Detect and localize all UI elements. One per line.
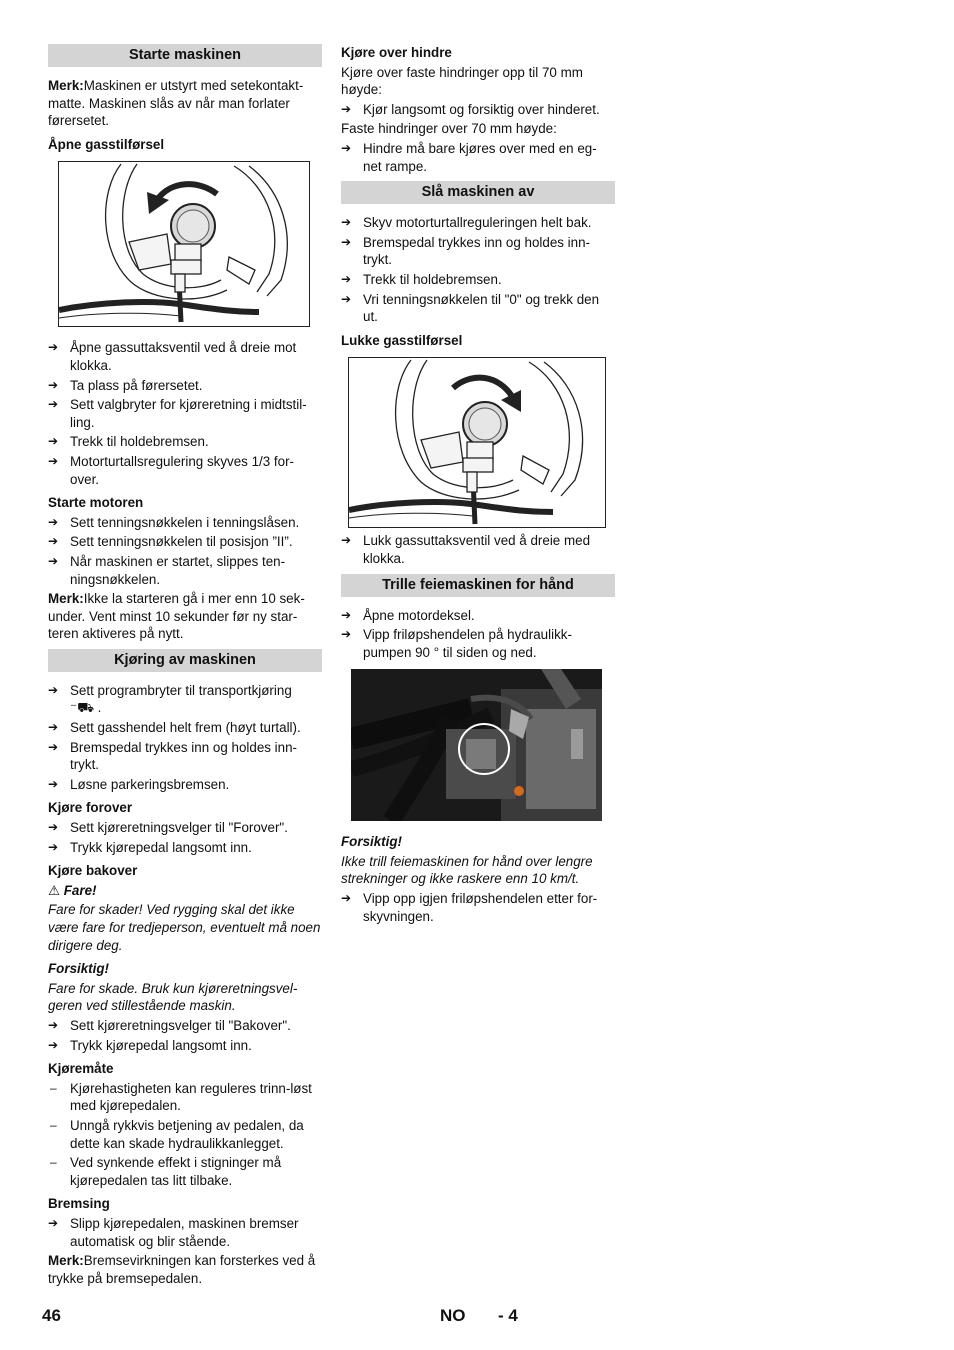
list-item: ➔ Trykk kjørepedal langsomt inn. xyxy=(48,1037,252,1053)
left-column xyxy=(48,44,322,1289)
obstacle-text: Faste hindringer over 70 mm høyde: xyxy=(341,121,557,137)
arrow-right-icon: ➔ xyxy=(341,891,352,906)
caution-text: Ikke trill feiemaskinen for hånd over lengre strekninger og ikke raskere enn 10 km/t. xyxy=(341,853,593,887)
danger-label: ⚠ Fare! xyxy=(48,882,97,898)
list-item: ➔ Trekk til holdebremsen. xyxy=(48,434,209,450)
list-item: ➔ Sett valgbryter for kjøreretning i midtstil-ling. xyxy=(48,397,307,430)
note-starter xyxy=(48,590,322,643)
list-item: ➔ Løsne parkeringsbremsen. xyxy=(48,776,230,792)
list-item: ➔ Trykk kjørepedal langsomt inn. xyxy=(48,839,252,855)
list-item: – Kjørehastigheten kan reguleres trinn-løst med kjørepedalen. xyxy=(50,1080,312,1114)
note-text: Maskinen er utstyrt med setekontakt-matte. Maskinen slås av når man forlater førersetet. xyxy=(48,78,304,129)
right-column xyxy=(341,44,615,927)
list-item: ➔ Bremspedal trykkes inn og holdes inn-trykt. xyxy=(48,739,298,773)
arrow-right-icon: ➔ xyxy=(341,291,352,306)
arrow-right-icon: ➔ xyxy=(341,533,352,548)
arrow-right-icon: ➔ xyxy=(48,839,59,854)
list-item: ➔ Sett kjøreretningsvelger til "Forover". xyxy=(48,820,288,836)
open-gas-steps xyxy=(48,339,322,488)
obstacle-steps-1 xyxy=(341,101,615,119)
close-gas-steps xyxy=(341,532,615,567)
close-gas-valve-figure xyxy=(348,357,606,528)
subheading-driving-mode: Kjøremåte xyxy=(48,1061,114,1077)
subheading-open-gas: Åpne gasstilførsel xyxy=(48,136,165,152)
caution-label: Forsiktig! xyxy=(341,834,403,850)
dash-bullet: – xyxy=(50,1080,57,1095)
arrow-right-icon: ➔ xyxy=(48,514,59,529)
caution-text: Fare for skade. Bruk kun kjøreretningsvel-geren ved stillestående maskin. xyxy=(48,980,298,1014)
braking-steps xyxy=(48,1215,322,1250)
list-item: ➔ Sett kjøreretningsvelger til "Bakover". xyxy=(48,1017,291,1033)
arrow-right-icon: ➔ xyxy=(48,1215,59,1230)
start-engine-steps xyxy=(48,514,322,588)
arrow-right-icon: ➔ xyxy=(341,101,352,116)
arrow-right-icon: ➔ xyxy=(341,271,352,286)
list-item: ➔ Vipp friløpshendelen på hydraulikk-pumpen 90 ° til siden og ned. xyxy=(341,627,572,660)
arrow-right-icon: ➔ xyxy=(48,1017,59,1032)
arrow-right-icon: ➔ xyxy=(48,553,59,568)
dash-bullet: – xyxy=(50,1155,57,1170)
list-item: ➔ Trekk til holdebremsen. xyxy=(341,271,502,287)
valve-close-illustration xyxy=(349,358,605,527)
arrow-right-icon: ➔ xyxy=(341,140,352,155)
arrow-right-icon: ➔ xyxy=(48,453,59,468)
caution-label: Forsiktig! xyxy=(48,961,110,977)
after-push-steps xyxy=(341,890,615,925)
subheading-reverse: Kjøre bakover xyxy=(48,863,138,879)
section-number: - 4 xyxy=(498,1306,518,1325)
driving-steps xyxy=(48,682,322,794)
arrow-right-icon: ➔ xyxy=(341,234,352,249)
danger-text: Fare for skader! Ved rygging skal det ikke være fare for tredjeperson, eventuelt må noen dirigere deg. xyxy=(48,902,321,953)
list-item: ➔ Skyv motorturtallreguleringen helt bak. xyxy=(341,215,592,231)
list-item: ➔ Vri tenningsnøkkelen til "0" og trekk den ut. xyxy=(341,291,600,325)
list-item: ➔ Ta plass på førersetet. xyxy=(48,377,203,393)
list-item: ➔ Åpne gassuttaksventil ved å dreie mot klokka. xyxy=(48,340,297,373)
arrow-right-icon: ➔ xyxy=(48,340,59,355)
section-heading-push: Trille feiemaskinen for hånd xyxy=(341,574,615,597)
arrow-right-icon: ➔ xyxy=(341,607,352,622)
valve-open-illustration xyxy=(59,162,309,326)
subheading-start-engine: Starte motoren xyxy=(48,495,144,511)
list-item: ➔ Motorturtallsregulering skyves 1/3 for-over. xyxy=(48,453,295,487)
note-text: Ikke la starteren gå i mer enn 10 sek-under. Vent minst 10 sekunder før ny star-teren aktiveres på nytt. xyxy=(48,591,305,642)
subheading-forward: Kjøre forover xyxy=(48,800,133,816)
list-item: ➔ Sett tenningsnøkkelen i tenningslåsen. xyxy=(48,514,300,530)
arrow-right-icon: ➔ xyxy=(48,534,59,549)
transport-mode-icon: ⁻⛟ . xyxy=(70,700,102,716)
obstacle-text: Kjøre over faste hindringer opp til 70 mm høyde: xyxy=(341,64,583,98)
note-seat-contact xyxy=(48,77,322,130)
list-item: ➔ Slipp kjørepedalen, maskinen bremser automatisk og blir stående. xyxy=(48,1215,299,1249)
subheading-obstacles: Kjøre over hindre xyxy=(341,45,452,60)
list-item: ➔ Sett tenningsnøkkelen til posisjon ”II”. xyxy=(48,534,293,550)
language-code: NO xyxy=(440,1306,466,1325)
arrow-right-icon: ➔ xyxy=(48,1037,59,1052)
hydraulic-pump-photo-illustration xyxy=(351,669,602,821)
note-braking xyxy=(48,1252,322,1287)
note-label: Merk: xyxy=(48,78,84,93)
arrow-right-icon: ➔ xyxy=(48,720,59,735)
list-item: ➔ Vipp opp igjen friløpshendelen etter for-skyvningen. xyxy=(341,891,598,924)
driving-mode-items xyxy=(48,1080,322,1190)
off-steps xyxy=(341,214,615,326)
note-label: Merk: xyxy=(48,1253,84,1269)
list-item: ➔ Lukk gassuttaksventil ved å dreie med klokka. xyxy=(341,533,591,566)
note-label: Merk: xyxy=(48,591,84,607)
arrow-right-icon: ➔ xyxy=(48,397,59,412)
section-heading-driving: Kjøring av maskinen xyxy=(48,649,322,672)
open-gas-valve-figure xyxy=(58,161,310,327)
list-item: ➔ Sett gasshendel helt frem (høyt turtall). xyxy=(48,720,301,736)
subheading-close-gas: Lukke gasstilførsel xyxy=(341,332,463,348)
arrow-right-icon: ➔ xyxy=(48,739,59,754)
list-item: ➔ Når maskinen er startet, slippes ten-ningsnøkkelen. xyxy=(48,553,286,587)
arrow-right-icon: ➔ xyxy=(48,776,59,791)
push-steps xyxy=(341,607,615,662)
page-number: 46 xyxy=(42,1306,61,1325)
forward-steps xyxy=(48,819,322,856)
list-item: ➔ Sett programbryter til transportkjøring ⁻⛟ . xyxy=(48,682,292,716)
arrow-right-icon: ➔ xyxy=(48,682,59,697)
list-item: ➔ Hindre må bare kjøres over med en eg-net rampe. xyxy=(341,140,597,174)
subheading-braking: Bremsing xyxy=(48,1196,110,1212)
list-item: ➔ Kjør langsomt og forsiktig over hinderet. xyxy=(341,101,600,117)
arrow-right-icon: ➔ xyxy=(341,627,352,642)
warning-triangle-icon: ⚠ xyxy=(48,882,61,898)
dash-bullet: – xyxy=(50,1117,57,1132)
section-heading-start: Starte maskinen xyxy=(48,44,322,67)
list-item: ➔ Åpne motordeksel. xyxy=(341,607,475,623)
arrow-right-icon: ➔ xyxy=(341,215,352,230)
arrow-right-icon: ➔ xyxy=(48,434,59,449)
section-heading-off: Slå maskinen av xyxy=(341,181,615,204)
list-item: – Ved synkende effekt i stigninger må kjørepedalen tas litt tilbake. xyxy=(50,1155,282,1188)
note-text: Bremsevirkningen kan forsterkes ved å trykke på bremsepedalen. xyxy=(48,1253,316,1286)
list-item: ➔ Bremspedal trykkes inn og holdes inn-trykt. xyxy=(341,234,591,268)
arrow-right-icon: ➔ xyxy=(48,377,59,392)
arrow-right-icon: ➔ xyxy=(48,820,59,835)
list-item: – Unngå rykkvis betjening av pedalen, da dette kan skade hydraulikkanlegget. xyxy=(50,1117,304,1151)
reverse-steps xyxy=(48,1017,322,1054)
freewheel-lever-photo xyxy=(351,669,602,821)
obstacle-steps-2 xyxy=(341,140,615,175)
